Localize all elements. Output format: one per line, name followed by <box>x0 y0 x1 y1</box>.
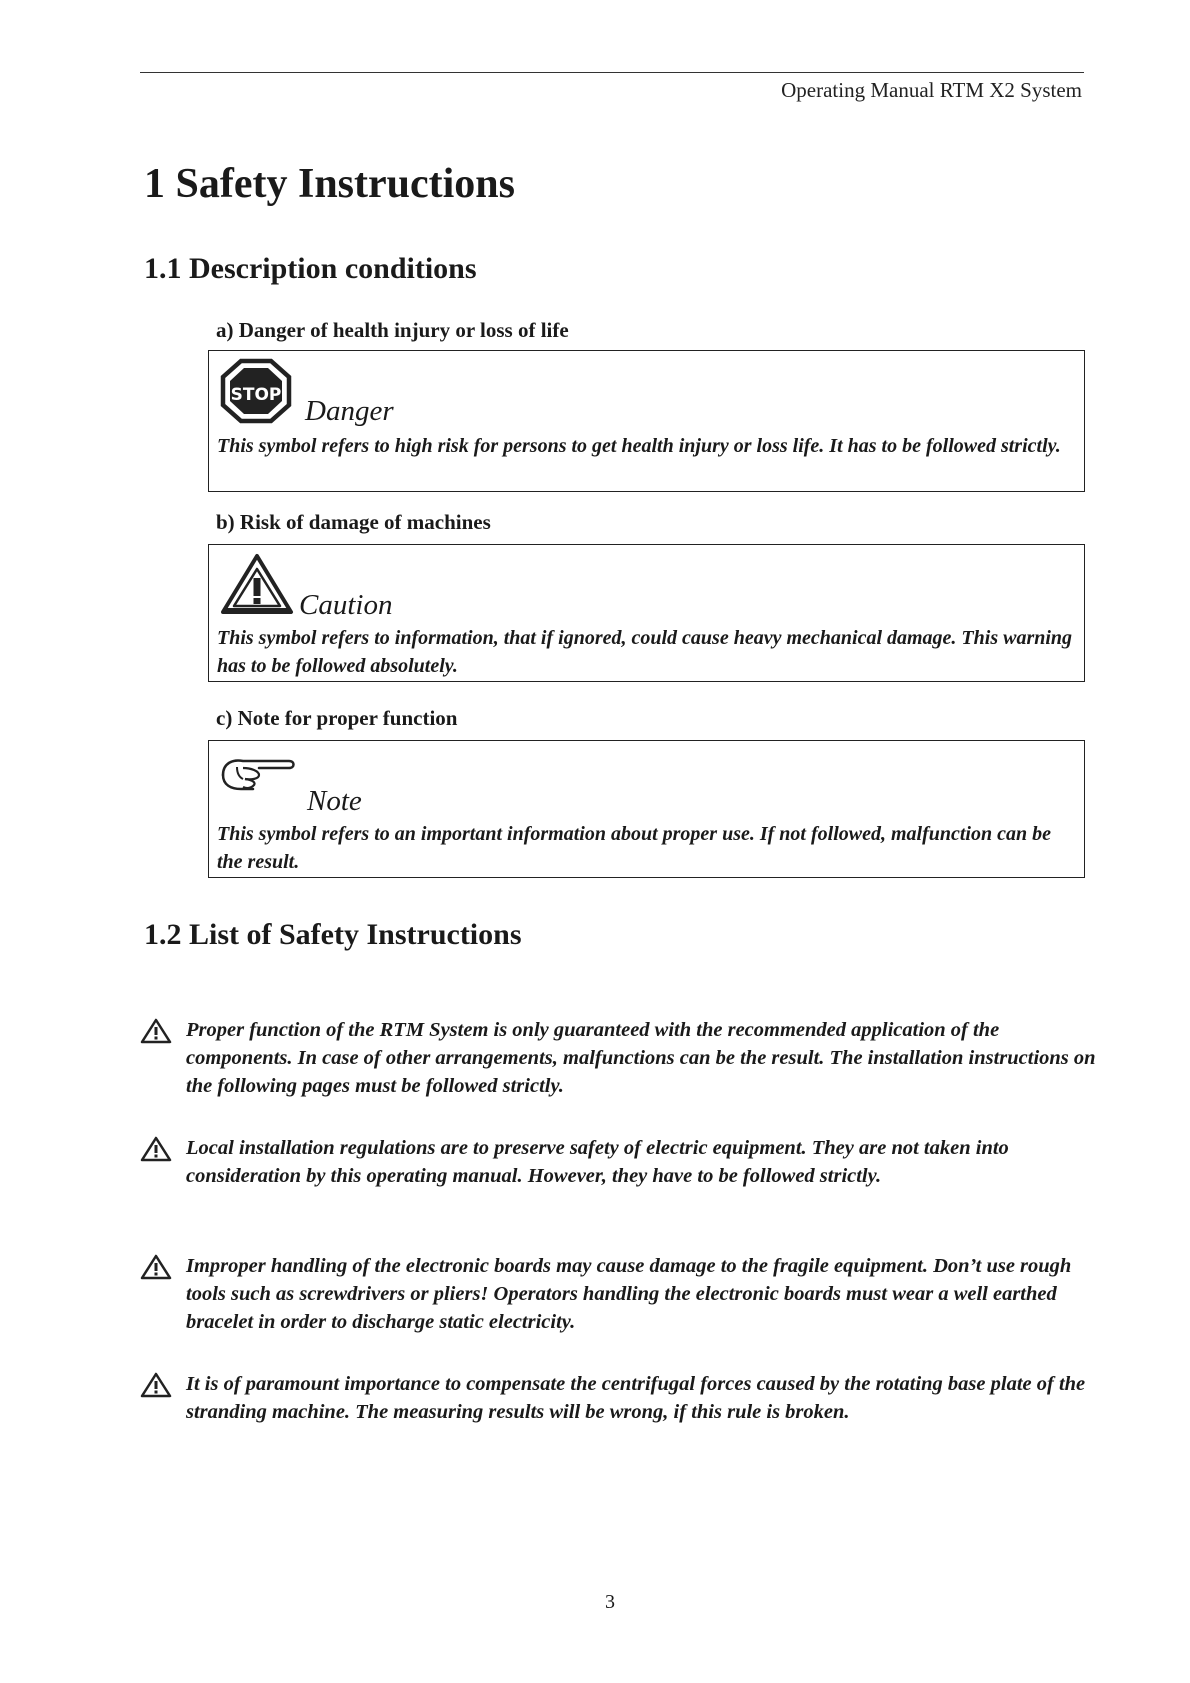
caution-box <box>208 544 1085 682</box>
section-title-list-of-safety-instructions: 1.2 List of Safety Instructions <box>144 918 522 951</box>
header-rule <box>140 72 1084 73</box>
danger-title: Danger <box>305 395 394 427</box>
caution-label: b) Risk of damage of machines <box>216 510 491 534</box>
danger-box <box>208 350 1085 492</box>
page-number: 3 <box>605 1591 615 1613</box>
chapter-title: 1 Safety Instructions <box>144 161 516 207</box>
note-title: Note <box>307 785 362 817</box>
warning-triangle-icon <box>140 1136 172 1167</box>
list-item-text: Improper handling of the electronic boards may cause damage to the fragile equipment. Don’t use rough tools such as screwdrivers or pliers! Operators handling the electronic boards must wear a well earthed bracelet in order to discharge static electricity. <box>186 1255 1072 1333</box>
running-header: Operating Manual RTM X2 System <box>781 78 1082 102</box>
danger-body: This symbol refers to high risk for persons to get health injury or loss life. It has to be followed strictly. <box>217 435 1061 457</box>
warning-triangle-icon <box>140 1018 172 1049</box>
note-label: c) Note for proper function <box>216 706 458 730</box>
list-item-text: It is of paramount importance to compensate the centrifugal forces caused by the rotating base plate of the stranding machine. The measuring results will be wrong, if this rule is broken. <box>186 1373 1086 1423</box>
note-body: This symbol refers to an important information about proper use. If not followed, malfunction can be the result. <box>217 823 1051 873</box>
warning-triangle-icon <box>140 1254 172 1285</box>
caution-title: Caution <box>299 589 393 621</box>
danger-label: a) Danger of health injury or loss of life <box>216 318 569 342</box>
stop-sign-icon <box>219 357 299 434</box>
list-item-text: Proper function of the RTM System is only guaranteed with the recommended application of the components. In case of other arrangements, malfunctions can be the result. The installation instructions on the following pages must be followed strictly. <box>186 1019 1096 1097</box>
caution-body: This symbol refers to information, that if ignored, could cause heavy mechanical damage. This warning has to be followed absolutely. <box>217 627 1073 677</box>
pointing-hand-icon <box>219 753 299 798</box>
list-item-text: Local installation regulations are to preserve safety of electric equipment. They are not taken into consideration by this operating manual. However, they have to be followed strictly. <box>186 1137 1009 1187</box>
section-title-description-conditions: 1.1 Description conditions <box>144 252 477 285</box>
warning-triangle-icon <box>219 551 295 622</box>
warning-triangle-icon <box>140 1372 172 1403</box>
note-box <box>208 740 1085 878</box>
stop-sign-text: STOP <box>230 385 282 405</box>
